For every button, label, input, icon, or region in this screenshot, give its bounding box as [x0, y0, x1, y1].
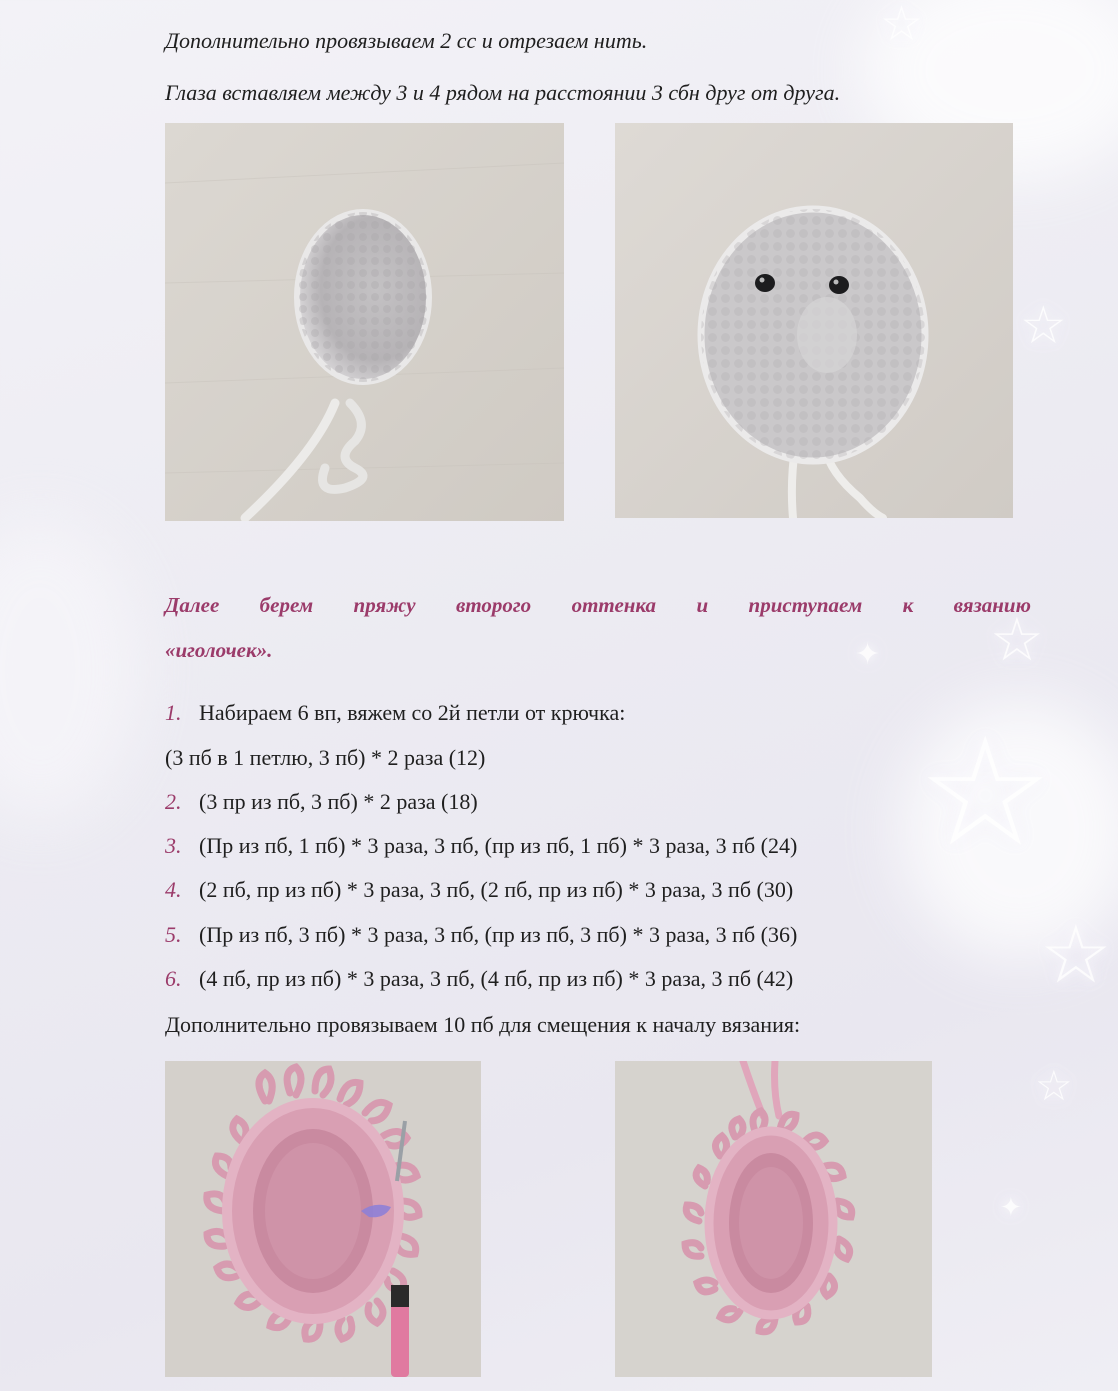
pink-loops-with-hook-photo — [165, 1061, 481, 1377]
pattern-row-6 — [165, 966, 793, 992]
pink-loops-finished-photo — [615, 1061, 932, 1377]
heading-word: вязанию — [953, 593, 1031, 617]
row-text: (Пр из пб, 3 пб) * 3 раза, 3 пб, (пр из пб, 3 пб) * 3 раза, 3 пб (36) — [199, 922, 798, 947]
sparkle-icon: ✦ — [1000, 1193, 1022, 1223]
heading-word: оттенка — [571, 593, 657, 617]
intro-line-2: Глаза вставляем между 3 и 4 рядом на расстоянии 3 сбн друг от друга. — [165, 80, 841, 105]
footer-line: Дополнительно провязываем 10 пб для смещения к началу вязания: — [165, 1012, 801, 1037]
background-glow-left — [0, 520, 140, 820]
row-text: (3 пр из пб, 3 пб) * 2 раза (18) — [199, 789, 478, 814]
row-number: 5. — [165, 922, 182, 947]
pattern-row-1 — [165, 700, 625, 726]
row-number: 4. — [165, 877, 182, 902]
gray-oval-back-photo — [165, 123, 564, 521]
heading-word: пряжу — [353, 593, 416, 617]
heading-word: берем — [259, 593, 314, 617]
row-number: 3. — [165, 833, 182, 858]
pattern-row-3 — [165, 833, 797, 859]
heading-word: к — [902, 593, 914, 617]
row-number: 2. — [165, 789, 182, 814]
row-number: 1. — [165, 700, 182, 725]
star-icon: ☆ — [1020, 296, 1067, 356]
star-icon: ☆ — [990, 605, 1044, 675]
section-heading-line-2: «иголочек». — [165, 638, 273, 662]
heading-word: и — [696, 593, 709, 617]
gray-face-with-eyes-photo — [615, 123, 1013, 518]
pattern-row-5 — [165, 922, 797, 948]
row-text: (Пр из пб, 1 пб) * 3 раза, 3 пб, (пр из пб, 1 пб) * 3 раза, 3 пб (24) — [199, 833, 798, 858]
star-icon: ☆ — [1040, 908, 1112, 1001]
heading-word: приступаем — [748, 593, 863, 617]
sparkle-icon: ✦ — [855, 637, 881, 672]
section-heading — [165, 593, 1031, 618]
intro-line-1: Дополнительно провязываем 2 сс и отрезаем нить. — [165, 28, 648, 53]
heading-word: Далее — [165, 593, 220, 617]
pattern-row-1-continued — [165, 745, 485, 771]
row-number: 6. — [165, 966, 182, 991]
row-text: (3 пб в 1 петлю, 3 пб) * 2 раза (12) — [165, 745, 486, 770]
star-icon: ☆ — [918, 706, 1053, 880]
row-text: Набираем 6 вп, вяжем со 2й петли от крючка: — [199, 700, 626, 725]
row-text: (2 пб, пр из пб) * 3 раза, 3 пб, (2 пб, пр из пб) * 3 раза, 3 пб (30) — [199, 877, 794, 902]
star-icon: ☆ — [1035, 1061, 1073, 1110]
row-text: (4 пб, пр из пб) * 3 раза, 3 пб, (4 пб, пр из пб) * 3 раза, 3 пб (42) — [199, 966, 794, 991]
pattern-row-2 — [165, 789, 478, 815]
heading-word: второго — [455, 593, 532, 617]
star-icon: ☆ — [880, 0, 924, 52]
pattern-row-4 — [165, 877, 793, 903]
